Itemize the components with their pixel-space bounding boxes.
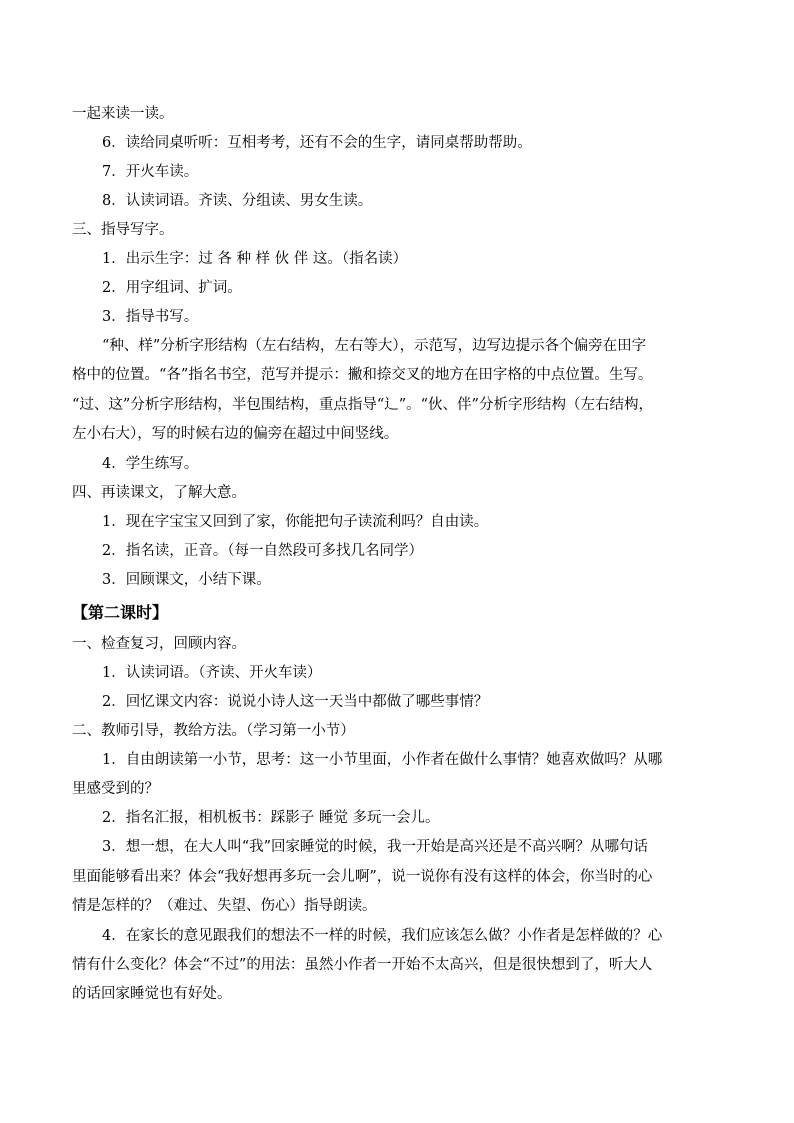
list-item: 4．学生练写。 — [102, 455, 199, 472]
list-item: 3．指导书写。 — [102, 309, 199, 325]
paragraph-line: “过、这”分析字形结构，半包围结构，重点指导“辶”。“伙、伴”分析字形结构（左右结构， — [72, 396, 653, 413]
paragraph-line: 4．在家长的意见跟我们的想法不一样的时候，我们应该怎么做？小作者是怎样做的？心 — [102, 927, 663, 944]
paragraph-line: 情是怎样的？（难过、失望、伤心）指导朗读。 — [72, 898, 377, 915]
paragraph-line: 左小右大），写的时候右边的偏旁在超过中间竖线。 — [72, 426, 399, 443]
section-heading: 一、检查复习，回顾内容。 — [72, 635, 246, 652]
section-heading: 四、再读课文，了解大意。 — [72, 484, 246, 501]
document-page — [72, 100, 722, 1010]
list-item: 2．指名汇报，相机板书：踩影子 睡觉 多玩一会儿。 — [102, 810, 440, 827]
lesson-heading: 【第二课时】 — [72, 602, 169, 622]
list-item: 7．开火车读。 — [102, 164, 199, 180]
paragraph-line: 里面能够看出来？体会“我好想再多玩一会儿啊”，说一说你有没有这样的体会，你当时的心 — [72, 868, 653, 885]
section-heading: 三、指导写字。 — [72, 222, 174, 238]
paragraph-line: “种、样”分析字形结构（左右结构，左右等大），示范写，边写边提示各个偏旁在田字 — [102, 338, 647, 354]
list-item: 2．回忆课文内容：说说小诗人这一天当中都做了哪些事情？ — [102, 693, 489, 710]
paragraph — [72, 746, 722, 805]
paragraph — [72, 922, 722, 1010]
list-item: 2．指名读，正音。（每一自然段可多找几名同学） — [102, 542, 423, 559]
paragraph-line: 情有什么变化？体会“不过”的用法：虽然小作者一开始不太高兴，但是很快想到了，听大人 — [72, 957, 653, 974]
text-line: 一起来读一读。 — [72, 106, 174, 122]
list-item: 6．读给同桌听听：互相考考，还有不会的生字，请同桌帮助帮助。 — [102, 135, 532, 151]
paragraph-line: 3．想一想，在大人叫“我”回家睡觉的时候，我一开始是高兴还是不高兴啊？从哪句话 — [102, 839, 649, 856]
paragraph-line: 的话回家睡觉也有好处。 — [72, 986, 232, 1003]
list-item: 1．出示生字：过 各 种 样 伙 伴 这。（指名读） — [102, 251, 408, 267]
list-item: 3．回顾课文，小结下课。 — [102, 571, 271, 588]
list-item: 2．用字组词、扩词。 — [102, 280, 242, 296]
section-heading: 二、教师引导，教给方法。（学习第一小节） — [72, 722, 355, 739]
list-item: 1．现在字宝宝又回到了家，你能把句子读流利吗？自由读。 — [102, 513, 489, 530]
paragraph-line: 1．自由朗读第一小节，思考：这一小节里面，小作者在做什么事情？她喜欢做吗？从哪 — [102, 751, 663, 768]
paragraph-line: 格中的位置。“各”指名书空，范写并提示：撇和捺交叉的地方在田字格的中点位置。生写。 — [72, 367, 653, 384]
list-item: 8．认读词语。齐读、分组读、男女生读。 — [102, 193, 373, 209]
list-item: 1．认读词语。（齐读、开火车读） — [102, 664, 322, 681]
paragraph-line: 里感受到的？ — [72, 781, 159, 798]
paragraph — [72, 332, 722, 450]
paragraph — [72, 833, 722, 921]
